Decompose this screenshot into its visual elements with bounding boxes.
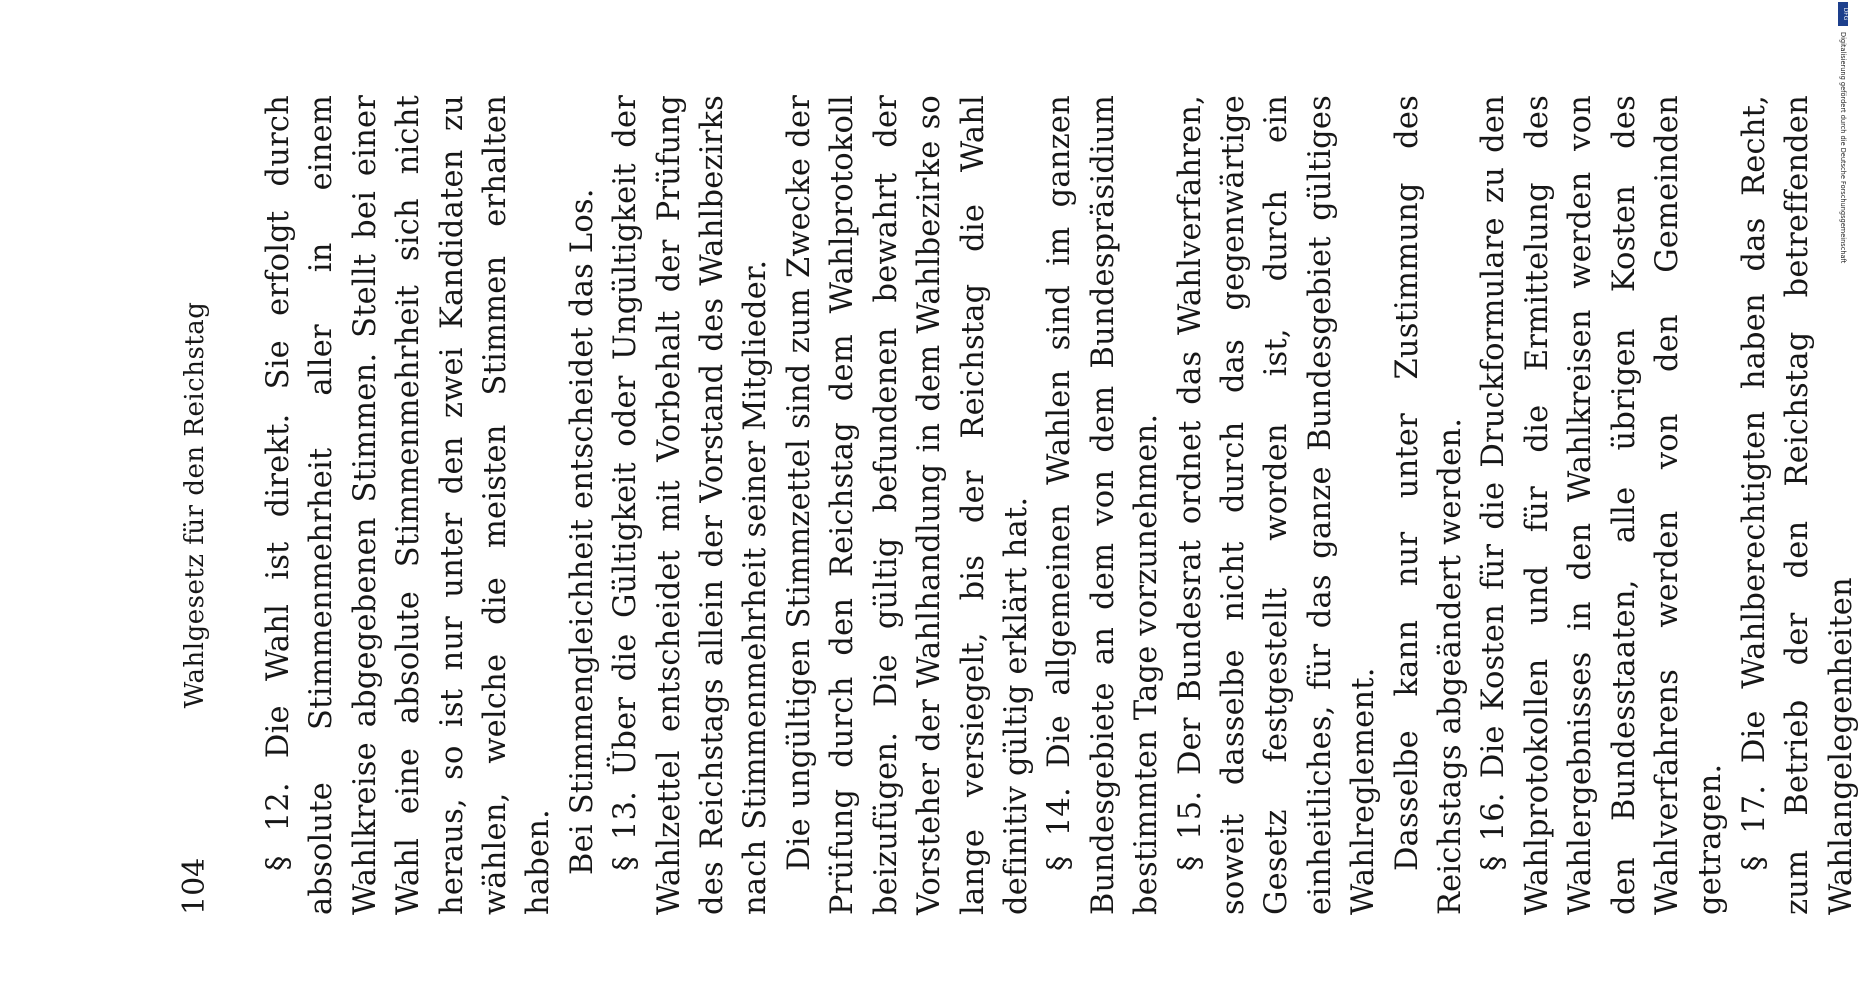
digitization-credit [1838,2,1849,264]
body-text [257,95,1863,915]
page-number: 104 [177,857,212,915]
dfg-logo-text: DFG [1842,7,1849,21]
paragraph-section-17: § 17. Die Wahlberechtigten haben das Recht, zum Betrieb der den Reichstag betreffenden Wahlangelegenheiten [1736,95,1859,915]
paragraph-section-12: § 12. Die Wahl ist direkt. Sie erfolgt durch absolute Stimmenmehrheit aller in einem Wahlkreise abgegebenen Stimmen. Stellt bei einer Wahl eine absolute Stimmenmehrheit sich nicht heraus, so ist nur unter den zwei Kandidaten zu wählen, welche die meisten Stimmen erhalten haben. [261,95,557,915]
paragraph-section-13: § 13. Über die Gültigkeit oder Ungültigkeit der Wahlzettel entscheidet mit Vorbehalt der Prüfung des Reichstags allein der Vorstand des Wahlbezirks nach Stimmenmehrheit seiner Mitglieder. [608,95,774,915]
dfg-logo [1838,2,1848,26]
running-title: Wahlgesetz für den Reichstag [180,301,210,709]
paragraph-section-14: § 14. Die allgemeinen Wahlen sind im ganzen Bundesgebiete an dem von dem Bundespräsidium bestimmten Tage vorzunehmen. [1042,95,1165,915]
paragraph-amendment: Dasselbe kann nur unter Zustimmung des Reichstags abgeändert werden. [1389,95,1468,915]
credit-text: Digitalisierung gefördert durch die Deutsche Forschungsgemeinschaft [1839,32,1847,264]
paragraph-section-15: § 15. Der Bundesrat ordnet das Wahlverfahren, soweit dasselbe nicht durch das gegenwärtige Gesetz festgestellt worden ist, durch ein einheitliches, für das ganze Bundesgebiet gültiges Wahlreglement. [1172,95,1382,915]
paragraph-tie-rule: Bei Stimmengleichheit entscheidet das Los. [564,188,600,875]
running-header [175,95,215,915]
paragraph-invalid-ballots: Die ungültigen Stimmzettel sind zum Zwecke der Prüfung durch den Reichstag dem Wahlprotokoll beizufügen. Die gültig befundenen bewahrt der Vorsteher der Wahlhandlung in dem Wahlbezirke so lange versiegelt, bis der Reichstag die Wahl definitiv gültig erklärt hat. [781,95,1034,915]
paragraph-section-16: § 16. Die Kosten für die Druckformulare zu den Wahlprotokollen und für die Ermittelung des Wahlergebnisses in den Wahlkreisen werden von den Bundesstaaten, alle übrigen Kosten des Wahlverfahrens werden von den Gemeinden getragen. [1476,95,1729,915]
